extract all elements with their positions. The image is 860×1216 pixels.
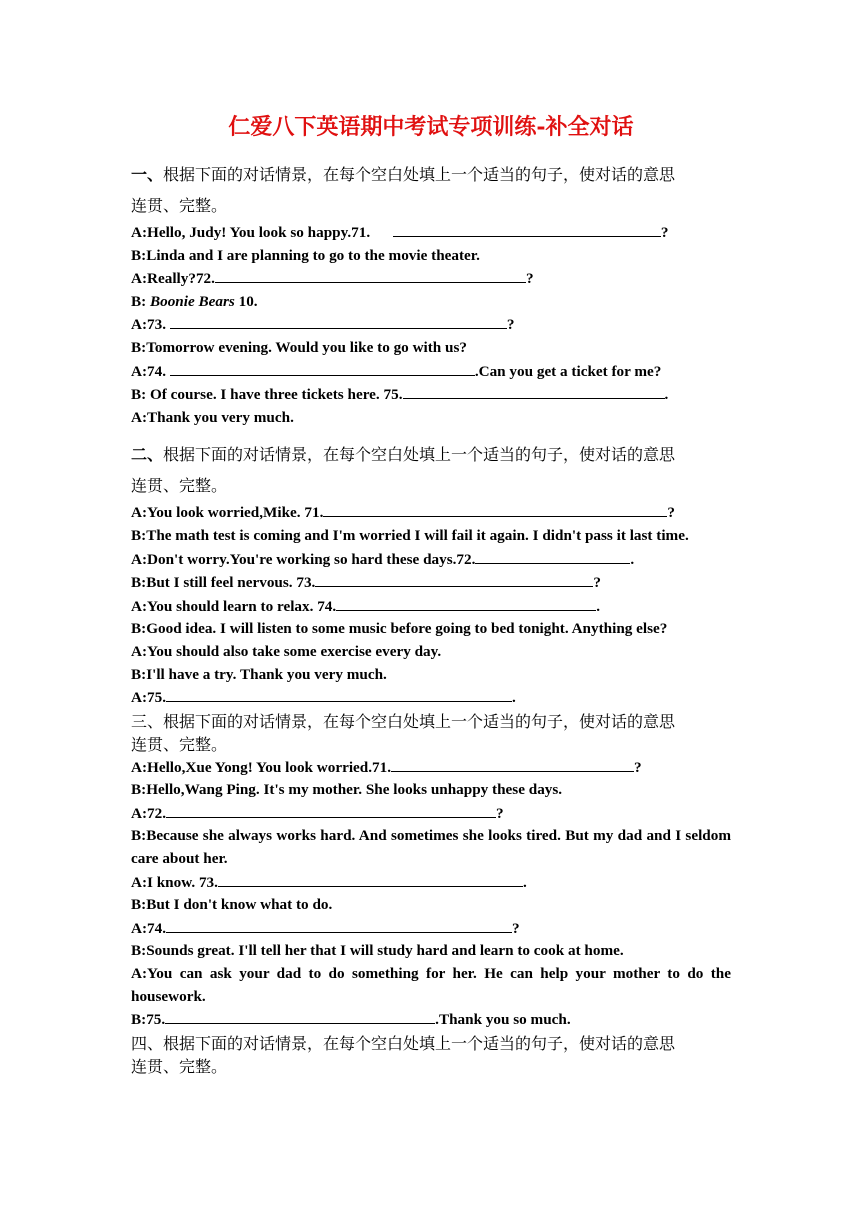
section-2-instruction-line2: 连贯、完整。: [131, 476, 228, 496]
answer-blank[interactable]: [393, 221, 661, 237]
section-3-number: 三、: [131, 711, 164, 731]
section-2-number: 二、: [131, 445, 164, 465]
dialogue-line: A:74. .Can you get a ticket for me?: [131, 360, 731, 384]
dialogue-line: B:Sounds great. I'll tell her that I will study hard and learn to cook at home.: [131, 942, 624, 960]
dialogue-line: A:73. ?: [131, 313, 731, 337]
answer-blank[interactable]: [170, 360, 475, 376]
answer-blank[interactable]: [170, 313, 507, 329]
dialogue-line: A:You should learn to relax. 74. .: [131, 595, 731, 619]
answer-blank[interactable]: [218, 871, 523, 887]
dialogue-line: A:74. ?: [131, 917, 731, 941]
answer-blank[interactable]: [336, 595, 596, 611]
dialogue-line: B:But I still feel nervous. 73. ?: [131, 571, 731, 595]
section-1-instruction: [131, 159, 731, 190]
section-2-instruction: [131, 439, 731, 470]
dialogue-line: B:75. .Thank you so much.: [131, 1008, 731, 1032]
dialogue-line: A:Hello,Xue Yong! You look worried.71. ?: [131, 756, 731, 780]
section-3-instruction-line1: 根据下面的对话情景，在每个空白处填上一个适当的句子，使对话的意思: [163, 711, 676, 731]
section-4-instruction: [131, 1032, 731, 1055]
dialogue-line: A:I know. 73. .: [131, 871, 731, 895]
section-1: [131, 159, 731, 429]
document-page: [131, 110, 731, 1078]
answer-blank[interactable]: [403, 383, 665, 399]
dialogue-line: B:Linda and I are planning to go to the movie theater.: [131, 246, 480, 264]
dialogue-line: A:Really?72. ?: [131, 267, 731, 291]
answer-blank[interactable]: [323, 501, 667, 517]
movie-title: Boonie Bears: [149, 292, 235, 310]
dialogue-line: B: Of course. I have three tickets here. 75. .: [131, 383, 731, 407]
section-4-number: 四、: [131, 1033, 164, 1053]
dialogue-line: B:Good idea. I will listen to some music before going to bed tonight. Anything else?: [131, 620, 668, 638]
answer-blank[interactable]: [315, 571, 593, 587]
dialogue-line: A:75. .: [131, 686, 731, 710]
section-4: [131, 1032, 731, 1078]
answer-blank[interactable]: [391, 756, 634, 772]
answer-blank[interactable]: [166, 802, 496, 818]
section-4-instruction-line2: 连贯、完整。: [131, 1056, 228, 1076]
answer-blank[interactable]: [166, 686, 512, 702]
dialogue-line: A:Thank you very much.: [131, 408, 294, 426]
dialogue-line: A:You look worried,Mike. 71. ?: [131, 501, 731, 525]
dialogue-line: A:72. ?: [131, 802, 731, 826]
section-2-instruction-line1: 根据下面的对话情景，在每个空白处填上一个适当的句子，使对话的意思: [163, 445, 676, 465]
dialogue-line: A:You should also take some exercise every day.: [131, 642, 442, 660]
section-1-instruction-line2: 连贯、完整。: [131, 196, 228, 215]
section-1-instruction-line1: 根据下面的对话情景，在每个空白处填上一个适当的句子，使对话的意思: [163, 165, 676, 184]
section-3: [131, 710, 731, 1032]
dialogue-line: B:Because she always works hard. And sometimes she looks tired. But my dad and I seldom care about her.: [131, 827, 731, 868]
section-3-instruction: [131, 710, 731, 733]
dialogue-line: A:You can ask your dad to do something for her. He can help your mother to do the housework.: [131, 965, 731, 1005]
dialogue-line: A:Don't worry.You're working so hard these days.72. .: [131, 548, 731, 572]
dialogue-line: B:But I don't know what to do.: [131, 896, 333, 914]
dialogue-line: B:Tomorrow evening. Would you like to go with us?: [131, 338, 468, 356]
dialogue-line: A:Hello, Judy! You look so happy.71. ?: [131, 221, 731, 245]
section-1-number: 一、: [131, 165, 164, 184]
answer-blank[interactable]: [215, 267, 526, 283]
page-title: 仁爱八下英语期中考试专项训练-补全对话: [228, 114, 634, 140]
dialogue-line: B:Hello,Wang Ping. It's my mother. She looks unhappy these days.: [131, 781, 563, 799]
answer-blank[interactable]: [166, 917, 512, 933]
dialogue-line: B:The math test is coming and I'm worried I will fail it again. I didn't pass it last time.: [131, 526, 689, 544]
dialogue-line: B: Boonie Bears 10.: [131, 292, 258, 310]
section-3-instruction-line2: 连贯、完整。: [131, 734, 228, 754]
answer-blank[interactable]: [475, 548, 630, 564]
dialogue-line: B:I'll have a try. Thank you very much.: [131, 665, 387, 683]
section-4-instruction-line1: 根据下面的对话情景，在每个空白处填上一个适当的句子，使对话的意思: [163, 1033, 676, 1053]
answer-blank[interactable]: [165, 1008, 435, 1024]
section-2: [131, 439, 731, 709]
